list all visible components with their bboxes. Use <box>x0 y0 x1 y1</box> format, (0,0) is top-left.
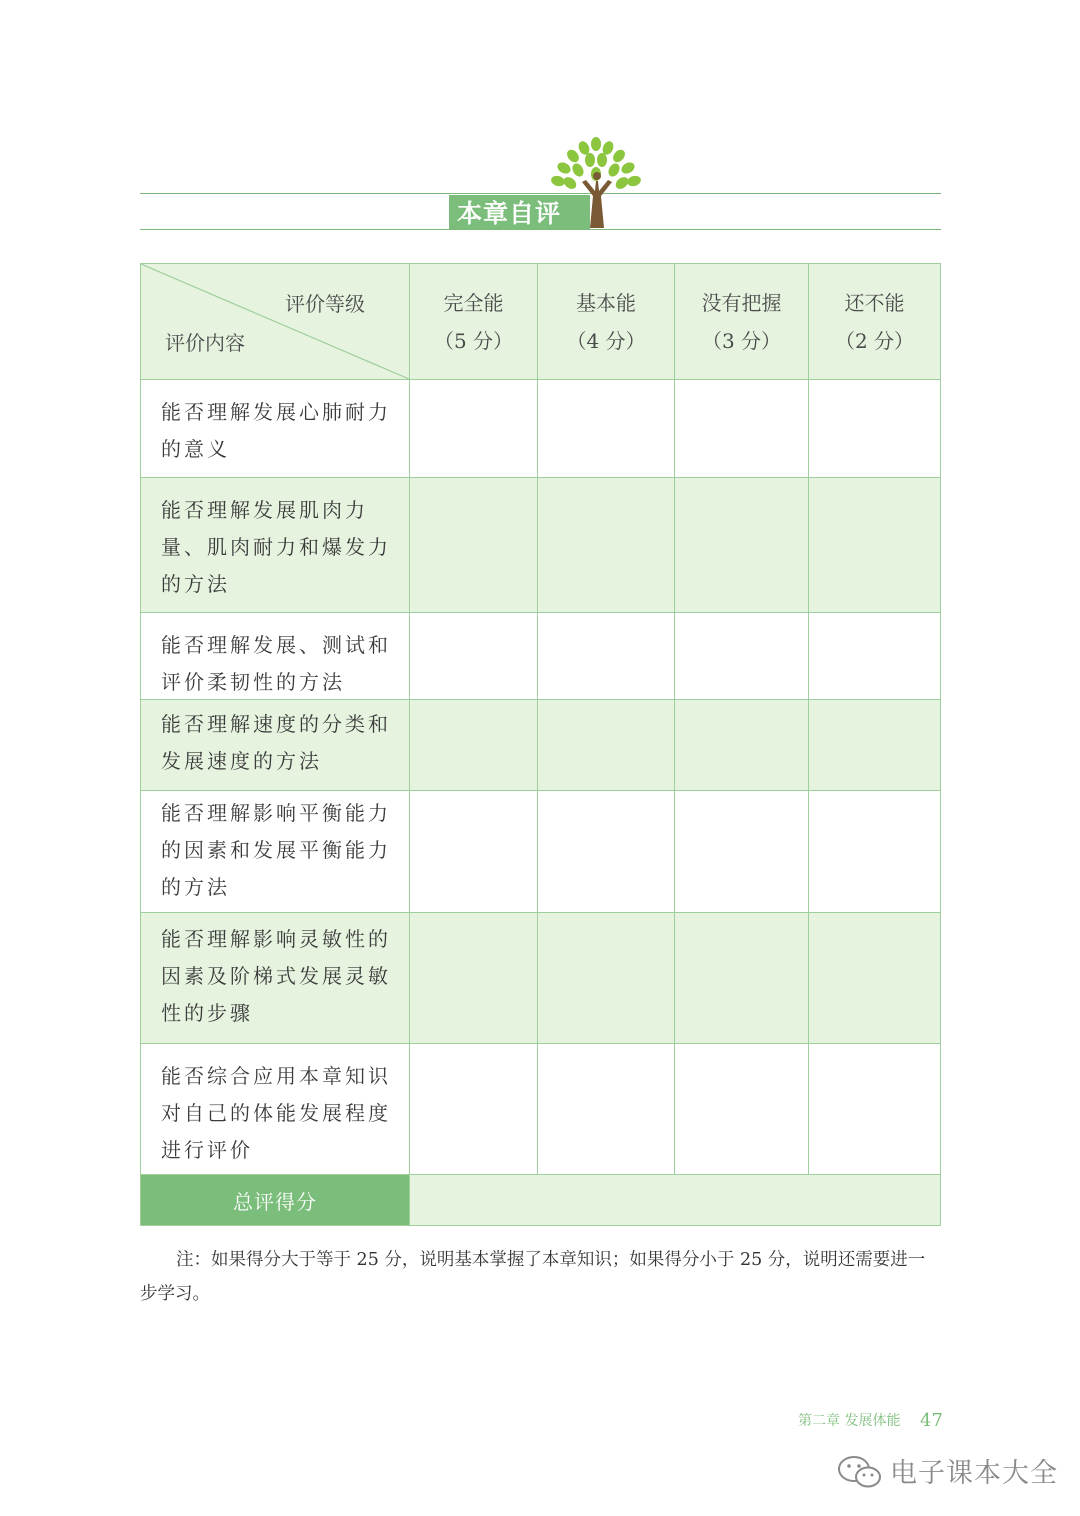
watermark-text: 电子课本大全 <box>890 1458 1058 1489</box>
score-cell[interactable] <box>675 380 809 478</box>
criteria-label: 能否理解影响平衡能力 的因素和发展平衡能力 的方法 <box>141 791 410 913</box>
score-cell[interactable] <box>410 791 538 913</box>
level-name: 基本能 <box>576 290 636 315</box>
criteria-label: 能否理解影响灵敏性的 因素及阶梯式发展灵敏 性的步骤 <box>141 913 410 1044</box>
criteria-label: 能否理解发展、测试和 评价柔韧性的方法 <box>141 613 410 700</box>
level-axis-label: 评价等级 <box>285 292 365 316</box>
score-cell[interactable] <box>538 913 675 1044</box>
score-cell[interactable] <box>809 478 941 613</box>
score-cell[interactable] <box>809 791 941 913</box>
score-cell[interactable] <box>809 700 941 791</box>
diagonal-header-cell <box>141 264 410 380</box>
criteria-label: 能否理解速度的分类和 发展速度的方法 <box>141 700 410 791</box>
score-cell[interactable] <box>675 791 809 913</box>
criteria-label: 能否理解发展心肺耐力 的意义 <box>141 380 410 478</box>
score-cell[interactable] <box>809 380 941 478</box>
self-evaluation-table <box>140 263 941 1226</box>
level-header <box>675 264 809 380</box>
score-cell[interactable] <box>675 700 809 791</box>
score-cell[interactable] <box>675 478 809 613</box>
level-name: 完全能 <box>443 290 504 315</box>
score-cell[interactable] <box>538 1044 675 1175</box>
tree-icon <box>546 136 646 232</box>
wechat-icon <box>836 1455 884 1489</box>
score-cell[interactable] <box>809 1044 941 1175</box>
score-cell[interactable] <box>410 478 538 613</box>
score-cell[interactable] <box>410 700 538 791</box>
score-cell[interactable] <box>538 380 675 478</box>
score-cell[interactable] <box>538 478 675 613</box>
level-score: （5 分） <box>433 328 514 353</box>
page-number: 47 <box>920 1410 943 1431</box>
score-cell[interactable] <box>538 613 675 700</box>
score-cell[interactable] <box>809 613 941 700</box>
score-cell[interactable] <box>538 700 675 791</box>
level-name: 没有把握 <box>701 290 782 315</box>
content-axis-label: 评价内容 <box>165 331 245 355</box>
criteria-label: 能否理解发展肌肉力 量、肌肉耐力和爆发力 的方法 <box>141 478 410 613</box>
level-name: 还不能 <box>844 290 905 315</box>
diagonal-line <box>141 264 409 379</box>
score-cell[interactable] <box>410 613 538 700</box>
level-header <box>410 264 538 380</box>
score-cell[interactable] <box>410 1044 538 1175</box>
footnote: 注：如果得分大于等于 25 分，说明基本掌握了本章知识；如果得分小于 25 分，说明还需要进一步学习。 <box>140 1250 926 1304</box>
chapter-footer: 第二章 发展体能 <box>798 1413 901 1429</box>
score-cell[interactable] <box>809 913 941 1044</box>
score-cell[interactable] <box>675 913 809 1044</box>
level-score: （4 分） <box>566 328 646 353</box>
score-cell[interactable] <box>538 791 675 913</box>
score-cell[interactable] <box>675 1044 809 1175</box>
level-header <box>809 264 941 380</box>
criteria-label: 能否综合应用本章知识 对自己的体能发展程度 进行评价 <box>141 1044 410 1175</box>
score-cell[interactable] <box>410 380 538 478</box>
score-cell[interactable] <box>410 913 538 1044</box>
total-score-cell[interactable] <box>410 1175 941 1226</box>
section-title: 本章自评 <box>449 195 590 229</box>
score-cell[interactable] <box>675 613 809 700</box>
total-score-label: 总评得分 <box>141 1175 410 1226</box>
level-score: （3 分） <box>701 328 782 353</box>
level-score: （2 分） <box>834 328 915 353</box>
level-header <box>538 264 675 380</box>
